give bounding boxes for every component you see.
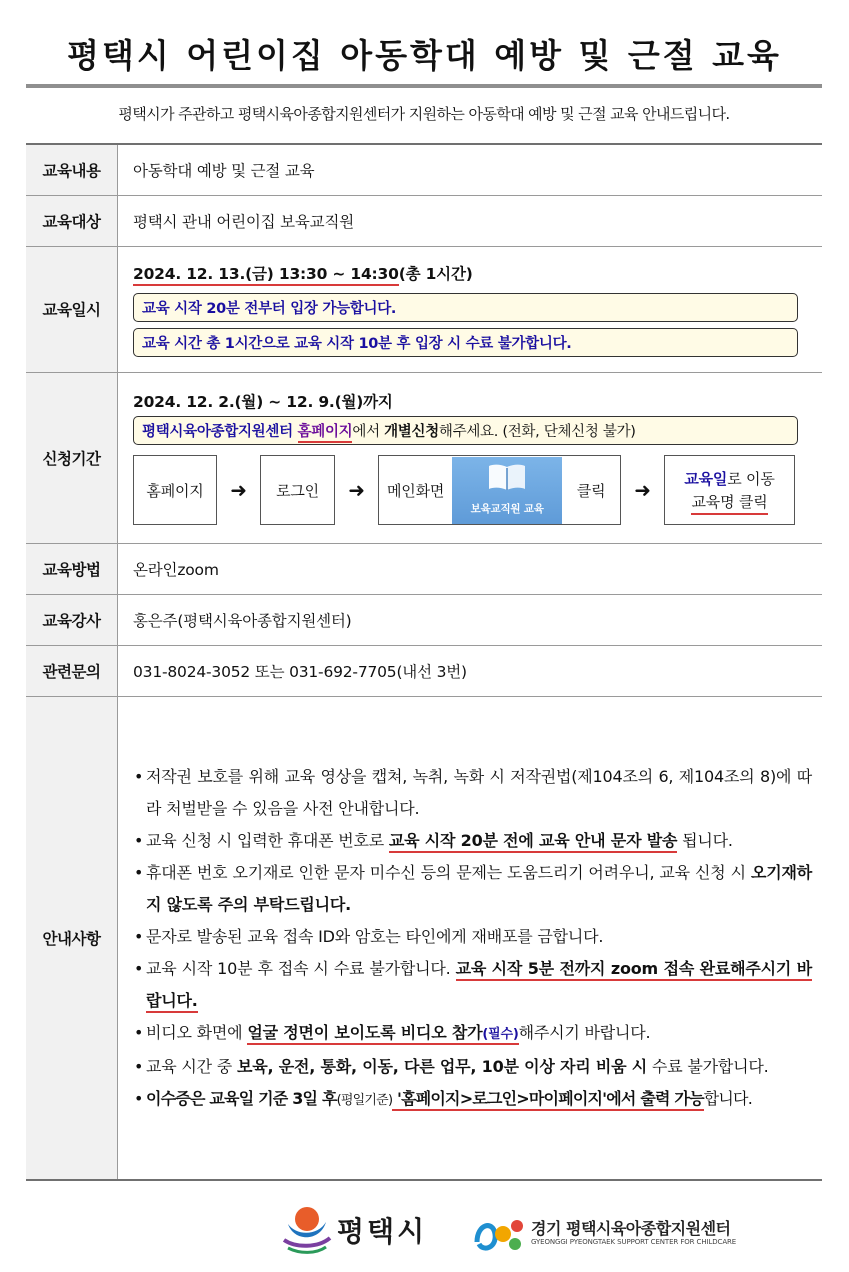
- center-name-en: GYEONGGI PYEONGTAEK SUPPORT CENTER FOR CHILDCARE: [531, 1238, 737, 1246]
- date-duration: (총 1시간): [398, 264, 473, 283]
- row-target: [26, 195, 822, 246]
- step-main: 메인화면 보육교직원 교육 클릭: [378, 455, 621, 525]
- info-table: [26, 143, 822, 1181]
- list-item: • 저작권 보호를 위해 교육 영상을 캡쳐, 녹취, 녹화 시 저작권법(제104조의 6, 제104조의 8)에 따라 처벌받을 수 있음을 사전 안내합니다.: [133, 761, 812, 825]
- row-value: 아동학대 예방 및 근절 교육: [118, 144, 823, 195]
- row-contact: [26, 645, 822, 696]
- row-content: [26, 144, 822, 195]
- row-value: 홍은주(평택시육아종합지원센터): [118, 594, 823, 645]
- list-item: • 휴대폰 번호 오기재로 인한 문자 미수신 등의 문제는 도움드리기 어려우니, 교육 신청 시 오기재하지 않도록 주의 부탁드립니다.: [133, 857, 812, 921]
- list-item: • 교육 시간 중 보육, 운전, 통화, 이동, 다른 업무, 10분 이상 자리 비움 시 수료 불가합니다.: [133, 1051, 812, 1083]
- list-item: • 비디오 화면에 얼굴 정면이 보이도록 비디오 참가(필수)해주시기 바랍니다.: [133, 1017, 812, 1051]
- list-item: • 문자로 발송된 교육 접속 ID와 암호는 타인에게 재배포를 금합니다.: [133, 921, 812, 953]
- step-homepage: 홈페이지: [133, 455, 217, 525]
- row-label: 안내사항: [26, 696, 118, 1180]
- footer: [0, 1200, 849, 1260]
- pyeongtaek-city-logo-icon: [282, 1202, 332, 1256]
- staff-education-banner: 보육교직원 교육: [452, 457, 562, 524]
- title-divider: [26, 84, 822, 88]
- late-entry-note: 교육 시간 총 1시간으로 교육 시작 10분 후 입장 시 수료 불가합니다.: [133, 328, 798, 357]
- row-value: 031-8024-3052 또는 031-692-7705(내선 3번): [118, 645, 823, 696]
- row-value: 평택시 관내 어린이집 보육교직원: [118, 195, 823, 246]
- row-apply: [26, 372, 822, 543]
- apply-steps: [133, 455, 822, 525]
- arrow-right-icon: ➜: [230, 478, 247, 502]
- list-item: • 이수증은 교육일 기준 3일 후(평일기준) '홈페이지>로그인>마이페이지'에서 출력 가능합니다.: [133, 1083, 812, 1117]
- list-item: • 교육 신청 시 입력한 휴대폰 번호로 교육 시작 20분 전에 교육 안내 문자 발송 됩니다.: [133, 825, 812, 857]
- arrow-right-icon: ➜: [348, 478, 365, 502]
- row-guide: [26, 696, 822, 1180]
- step-login: 로그인: [260, 455, 335, 525]
- arrow-right-icon: ➜: [634, 478, 651, 502]
- row-lecturer: [26, 594, 822, 645]
- entry-note: 교육 시작 20분 전부터 입장 가능합니다.: [133, 293, 798, 322]
- childcare-center-logo-icon: [473, 1212, 525, 1256]
- center-name: 경기 평택시육아종합지원센터: [531, 1219, 731, 1238]
- row-label: 교육일시: [26, 246, 118, 372]
- city-name: 평택시: [337, 1215, 428, 1248]
- intro-text: 평택시가 주관하고 평택시육아종합지원센터가 지원하는 아동학대 예방 및 근절 교육 안내드립니다.: [118, 105, 730, 123]
- guide-list: [133, 751, 822, 1125]
- date-time: 2024. 12. 13.(금) 13:30 ~ 14:30: [133, 265, 399, 286]
- step-education-date: 교육일로 이동 교육명 클릭: [664, 455, 795, 525]
- row-value: 온라인zoom: [118, 543, 823, 594]
- list-item: • 교육 시작 10분 후 접속 시 수료 불가합니다. 교육 시작 5분 전까지 zoom 접속 완료해주시기 바랍니다.: [133, 953, 812, 1017]
- row-method: [26, 543, 822, 594]
- row-date: [26, 246, 822, 372]
- row-label: 교육방법: [26, 543, 118, 594]
- page-title: 평택시 어린이집 아동학대 예방 및 근절 교육: [67, 36, 782, 75]
- apply-period: 2024. 12. 2.(월) ~ 12. 9.(월)까지: [133, 393, 393, 411]
- book-icon: [487, 463, 527, 491]
- apply-note: 평택시육아종합지원센터 홈페이지에서 개별신청해주세요. (전화, 단체신청 불가): [133, 416, 798, 445]
- row-label: 관련문의: [26, 645, 118, 696]
- row-label: 교육강사: [26, 594, 118, 645]
- row-label: 신청기간: [26, 372, 118, 543]
- row-label: 교육대상: [26, 195, 118, 246]
- row-label: 교육내용: [26, 144, 118, 195]
